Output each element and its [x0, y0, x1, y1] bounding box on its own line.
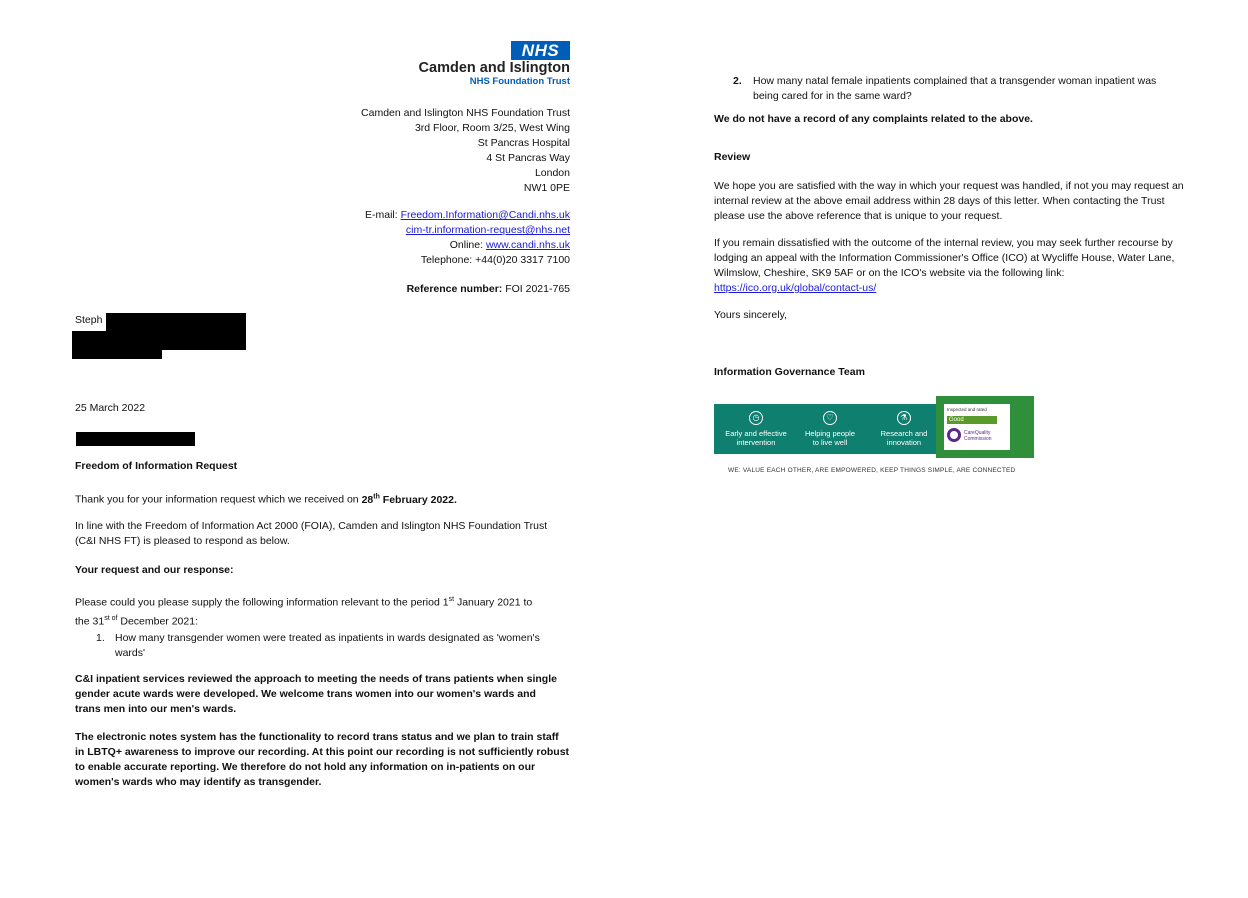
- answer-2: We do not have a record of any complaints related to the above.: [714, 113, 1033, 125]
- banner-label: to live well: [812, 438, 848, 447]
- thanks-paragraph: [75, 489, 457, 508]
- address-block: [300, 106, 570, 196]
- trust-subtitle: NHS Foundation Trust: [469, 76, 570, 87]
- ico-link[interactable]: https://ico.org.uk/global/contact-us/: [714, 282, 877, 294]
- review-heading: Review: [714, 151, 751, 163]
- request-paragraph: [75, 592, 532, 629]
- request-sup: st: [448, 596, 455, 603]
- banner-label: innovation: [886, 438, 922, 447]
- cqc-card: [944, 404, 1010, 450]
- cqc-name-line: Commission: [964, 436, 992, 442]
- thanks-date-day: 28: [361, 493, 374, 506]
- request-text: January 2021 to: [454, 596, 533, 609]
- email-link-foi[interactable]: Freedom.Information@Candi.nhs.uk: [400, 209, 570, 221]
- request-text: the 31: [75, 615, 105, 627]
- reference-label: Reference number:: [406, 283, 503, 295]
- answer-line: The electronic notes system has the functionality to record trans status and we plan to train staff: [75, 731, 559, 743]
- question-number: 2.: [733, 75, 742, 87]
- address-line: Camden and Islington NHS Foundation Trust: [361, 107, 570, 119]
- request-text: Please could you please supply the following information relevant to the period 1: [75, 596, 449, 609]
- request-sup: st of: [104, 614, 118, 622]
- cqc-rating: Good: [947, 416, 997, 424]
- answer-line: gender acute wards were developed. We welcome trans women into our women's wards and: [75, 688, 536, 700]
- heart-icon: ♡: [823, 411, 837, 425]
- request-text: December 2021:: [117, 615, 198, 627]
- online-label: Online:: [449, 239, 484, 251]
- answer-line: to enable accurate reporting. We therefore do not hold any information on in-patients on our: [75, 761, 536, 773]
- banner-label: Early and effective: [725, 429, 787, 438]
- address-line: 4 St Pancras Way: [486, 152, 570, 164]
- thanks-text: Thank you for your information request which we received on: [75, 493, 362, 506]
- website-link[interactable]: www.candi.nhs.uk: [485, 239, 570, 251]
- answer-line: women's wards who may identify as transgender.: [75, 776, 322, 788]
- banner-item: [866, 404, 942, 454]
- answer-line: trans men into our men's wards.: [75, 703, 237, 715]
- cqc-rating-badge: [936, 396, 1034, 458]
- answer-1-paragraph-1: [75, 672, 557, 717]
- cqc-logo-icon: [947, 428, 961, 442]
- redaction-block: [76, 432, 195, 446]
- flask-icon: ⚗: [897, 411, 911, 425]
- letter-heading: Freedom of Information Request: [75, 460, 238, 472]
- answer-line: in LBTQ+ awareness to improve our recording. At this point our recording is not sufficiently robust: [75, 746, 570, 758]
- question-text: being cared for in the same ward?: [753, 90, 912, 102]
- reference-value: FOI 2021-765: [505, 283, 570, 295]
- review-paragraph-2: [714, 236, 1174, 296]
- address-line: St Pancras Hospital: [477, 137, 570, 149]
- telephone: Telephone: +44(0)20 3317 7100: [420, 254, 570, 266]
- banner-label: Helping people: [804, 429, 856, 438]
- signoff: Yours sincerely,: [714, 309, 787, 321]
- banner-item: [718, 404, 794, 454]
- review-paragraph-1: [714, 179, 1184, 224]
- address-line: 3rd Floor, Room 3/25, West Wing: [414, 122, 570, 134]
- review-line: Wilmslow, Cheshire, SK9 5AF or on the ICO's website via the following link:: [714, 267, 1065, 279]
- question-1: [96, 631, 540, 661]
- question-2: [733, 74, 1156, 104]
- request-heading: Your request and our response:: [75, 564, 234, 576]
- signature: Information Governance Team: [714, 366, 865, 378]
- email-link-request[interactable]: cim-tr.information-request@nhs.net: [405, 224, 570, 236]
- clock-icon: ◷: [749, 411, 763, 425]
- thanks-date-rest: February 2022.: [379, 493, 457, 506]
- review-line: We hope you are satisfied with the way in which your request was handled, if not you may request an: [714, 180, 1184, 192]
- question-text: How many natal female inpatients complained that a transgender woman inpatient was: [753, 75, 1157, 87]
- banner-label: Research and: [880, 429, 928, 438]
- review-line: If you remain dissatisfied with the outcome of the internal review, you may seek further recourse by: [714, 237, 1173, 249]
- cqc-label: Inspected and rated: [947, 407, 987, 412]
- answer-1-paragraph-2: [75, 730, 569, 790]
- cqc-name: [964, 430, 992, 442]
- reference-number: [300, 282, 570, 297]
- review-line: please use the above reference that is unique to your request.: [714, 210, 1003, 222]
- question-number: 1.: [96, 632, 105, 644]
- intro-line: In line with the Freedom of Information Act 2000 (FOIA), Camden and Islington NHS Foundation Trust: [75, 520, 548, 532]
- review-line: internal review at the above email address within 28 days of this letter. When contacting the Trust: [714, 195, 1165, 207]
- intro-line: (C&I NHS FT) is pleased to respond as below.: [75, 535, 290, 547]
- address-line: NW1 0PE: [523, 182, 570, 194]
- recipient-name: Steph: [75, 314, 103, 326]
- question-text: wards': [115, 647, 146, 659]
- trust-name: Camden and Islington: [418, 60, 570, 76]
- question-text: How many transgender women were treated as inpatients in wards designated as 'women's: [115, 632, 540, 644]
- banner-item: [792, 404, 868, 454]
- review-line: lodging an appeal with the Information Commissioner's Office (ICO) at Wycliffe House, Water Lane,: [714, 252, 1175, 264]
- letter-date: 25 March 2022: [75, 402, 146, 414]
- email-label: E-mail:: [365, 209, 398, 221]
- address-line: London: [534, 167, 570, 179]
- banner-label: intervention: [736, 438, 776, 447]
- contact-block: [300, 208, 570, 268]
- thanks-date-sup: th: [373, 493, 380, 500]
- answer-line: C&I inpatient services reviewed the approach to meeting the needs of trans patients when single: [75, 673, 557, 685]
- values-strapline: WE: VALUE EACH OTHER, ARE EMPOWERED, KEEP THINGS SIMPLE, ARE CONNECTED: [728, 467, 1016, 474]
- nhs-logo: NHS: [511, 41, 570, 60]
- redaction-block: [72, 331, 162, 359]
- cqc-name-line: CareQuality: [964, 430, 991, 436]
- intro-paragraph: [75, 519, 547, 549]
